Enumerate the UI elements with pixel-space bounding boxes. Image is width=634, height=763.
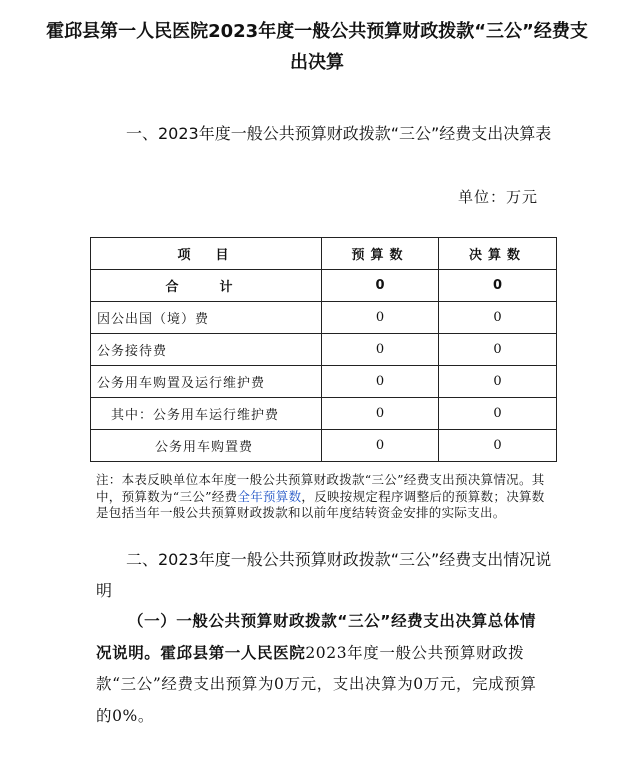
unit-label: 单位：万元 (457, 188, 538, 206)
table-row (91, 334, 557, 366)
table-note (96, 472, 548, 522)
table-row-total (91, 270, 557, 302)
row-final: 0 (439, 334, 557, 366)
note-text: 注：本表反映单位本年度一般公共预算财政拨款“三公”经费支出预决算情况。其中，预算数为“三公”经费 (96, 472, 545, 504)
row-label: 公务用车购置及运行维护费 (91, 366, 322, 398)
row-budget: 0 (322, 430, 439, 462)
table-row (91, 302, 557, 334)
summary-paragraph (96, 606, 552, 732)
section-heading-1: 一、2023年度一般公共预算财政拨款“三公”经费支出决算表 (126, 124, 552, 143)
header-budget: 预算数 (322, 238, 439, 270)
table-row (91, 366, 557, 398)
row-budget: 0 (322, 398, 439, 430)
row-final: 0 (439, 302, 557, 334)
note-highlight: 全年预算数 (237, 488, 302, 504)
row-label: 公务用车购置费 (91, 430, 322, 462)
row-final: 0 (439, 430, 557, 462)
table-row (91, 398, 557, 430)
paragraph-bold-lead: （一）一般公共预算财政拨款“三公”经费支出决算总体情况说明。霍邱县第一人民医院 (96, 612, 536, 662)
row-budget: 0 (322, 302, 439, 334)
paragraph-text: 2023年度一般公共预算财政拨款“三公”经费支出预算为0万元，支出决算为0万元，完成预算的0%。 (96, 643, 537, 725)
row-label: 公务接待费 (91, 334, 322, 366)
header-item: 项 目 (91, 238, 322, 270)
note-text-2: ，反映按规定程序调整后的预算数；决算数是包括当年一般公共预算财政拨款和以前年度结转资金安排的实际支出。 (96, 488, 545, 520)
row-final: 0 (439, 366, 557, 398)
section-heading-2: 二、2023年度一般公共预算财政拨款“三公”经费支出情况说明 (96, 550, 552, 600)
row-label: 其中：公务用车运行维护费 (91, 398, 322, 430)
row-budget: 0 (322, 270, 439, 302)
row-budget: 0 (322, 334, 439, 366)
table-row (91, 430, 557, 462)
row-label: 合 计 (91, 270, 322, 302)
expense-table (90, 237, 557, 462)
row-final: 0 (439, 270, 557, 302)
table-header-row (91, 238, 557, 270)
row-label: 因公出国（境）费 (91, 302, 322, 334)
row-budget: 0 (322, 366, 439, 398)
header-final: 决算数 (439, 238, 557, 270)
document-title: 霍邱县第一人民医院2023年度一般公共预算财政拨款“三公”经费支出决算 (46, 21, 588, 73)
row-final: 0 (439, 398, 557, 430)
